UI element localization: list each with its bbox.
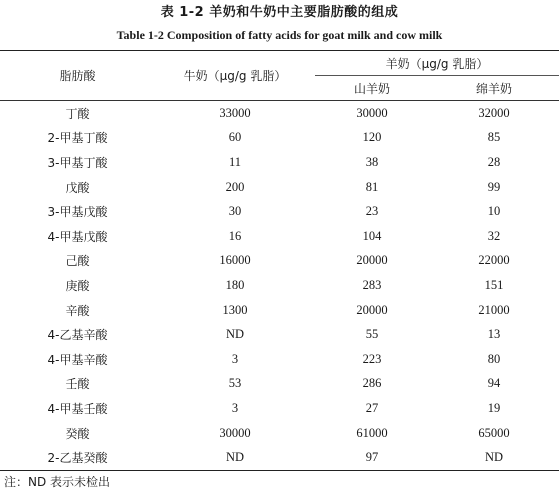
cell-cow-milk: 30000 [219,425,251,440]
cell-sheep-milk: 32 [487,228,501,243]
cell-fatty-acid: 庚酸 [65,278,90,293]
table-row [0,372,559,397]
table-row [0,224,559,249]
cell-cow-milk: 3 [231,400,239,415]
cell-fatty-acid: 丁酸 [65,106,90,121]
header-goat: 山羊奶 [315,76,429,101]
cell-fatty-acid: 辛酸 [65,303,90,318]
cell-cow-milk: ND [155,445,315,470]
cell-cow-milk: 60 [228,130,242,145]
cell-sheep-milk: 94 [487,376,501,391]
cell-goat-milk: 38 [365,154,379,169]
table-row [0,322,559,347]
fatty-acid-table [0,50,559,471]
cell-sheep-milk: 22000 [478,253,510,268]
cell-sheep-milk: 151 [484,277,504,292]
cell-fatty-acid: 4-乙基辛酸 [47,328,108,343]
cell-goat-milk: 27 [365,400,379,415]
cell-fatty-acid: 癸酸 [65,426,90,441]
cell-fatty-acid: 2-甲基丁酸 [47,131,108,146]
cell-goat-milk: 30000 [356,105,388,120]
table-row [0,101,559,126]
cell-goat-milk: 283 [362,277,382,292]
table-row [0,396,559,421]
cell-goat-milk: 61000 [356,425,388,440]
cell-cow-milk: 16000 [219,253,251,268]
table-row [0,273,559,298]
cell-goat-milk: 223 [362,351,382,366]
cell-goat-milk: 81 [365,179,379,194]
cell-sheep-milk: 99 [487,179,501,194]
cell-sheep-milk: 10 [487,204,501,219]
cell-sheep-milk: 80 [487,351,501,366]
header-goat-milk: 羊奶（μg/g 乳脂） [315,51,559,76]
cell-sheep-milk: 21000 [478,302,510,317]
cell-fatty-acid: 2-乙基癸酸 [0,445,155,470]
table-row [0,150,559,175]
cell-sheep-milk: 28 [487,154,501,169]
cell-sheep-milk: ND [429,445,559,470]
cell-fatty-acid: 4-甲基辛酸 [47,352,108,367]
cell-fatty-acid: 3-甲基丁酸 [47,155,108,170]
table-title-english: Table 1-2 Composition of fatty acids for goat milk and cow milk [116,28,443,42]
cell-goat-milk: 55 [365,327,379,342]
cell-goat-milk: 20000 [356,253,388,268]
table-title-chinese: 表 1-2 羊奶和牛奶中主要脂肪酸的组成 [160,5,399,20]
cell-sheep-milk: 85 [487,130,501,145]
cell-sheep-milk: 13 [487,327,501,342]
cell-fatty-acid: 壬酸 [65,377,90,392]
header-fatty-acid: 脂肪酸 [0,51,155,101]
cell-fatty-acid: 4-甲基壬酸 [47,401,108,416]
table-footnote: 注：ND 表示未检出 [4,475,111,489]
cell-fatty-acid: 3-甲基戊酸 [47,205,108,220]
cell-goat-milk: 20000 [356,302,388,317]
cell-sheep-milk: 32000 [478,105,510,120]
cell-cow-milk: 30 [228,204,242,219]
table-row [0,126,559,151]
cell-cow-milk: 200 [225,179,245,194]
cell-cow-milk: 53 [228,376,242,391]
cell-fatty-acid: 戊酸 [65,180,90,195]
cell-sheep-milk: 65000 [478,425,510,440]
cell-cow-milk: 1300 [222,302,248,317]
cell-cow-milk: 3 [231,351,239,366]
header-sheep: 绵羊奶 [429,76,559,101]
cell-goat-milk: 23 [365,204,379,219]
table-row [0,298,559,323]
table-row [0,421,559,446]
cell-fatty-acid: 4-甲基戊酸 [47,229,108,244]
header-cow-milk: 牛奶（μg/g 乳脂） [155,51,315,101]
cell-cow-milk: 180 [225,277,245,292]
table-row [0,175,559,200]
cell-sheep-milk: 19 [487,400,501,415]
cell-goat-milk: 286 [362,376,382,391]
cell-cow-milk: 11 [228,154,242,169]
table-body [0,101,559,471]
table-row [0,445,559,470]
cell-cow-milk: 16 [228,228,242,243]
cell-cow-milk: 33000 [219,105,251,120]
cell-goat-milk: 104 [362,228,382,243]
table-row [0,199,559,224]
cell-goat-milk: 120 [362,130,382,145]
table-row [0,249,559,274]
cell-goat-milk: 97 [315,445,429,470]
cell-fatty-acid: 己酸 [65,254,90,269]
cell-cow-milk: ND [225,327,245,342]
table-row [0,347,559,372]
